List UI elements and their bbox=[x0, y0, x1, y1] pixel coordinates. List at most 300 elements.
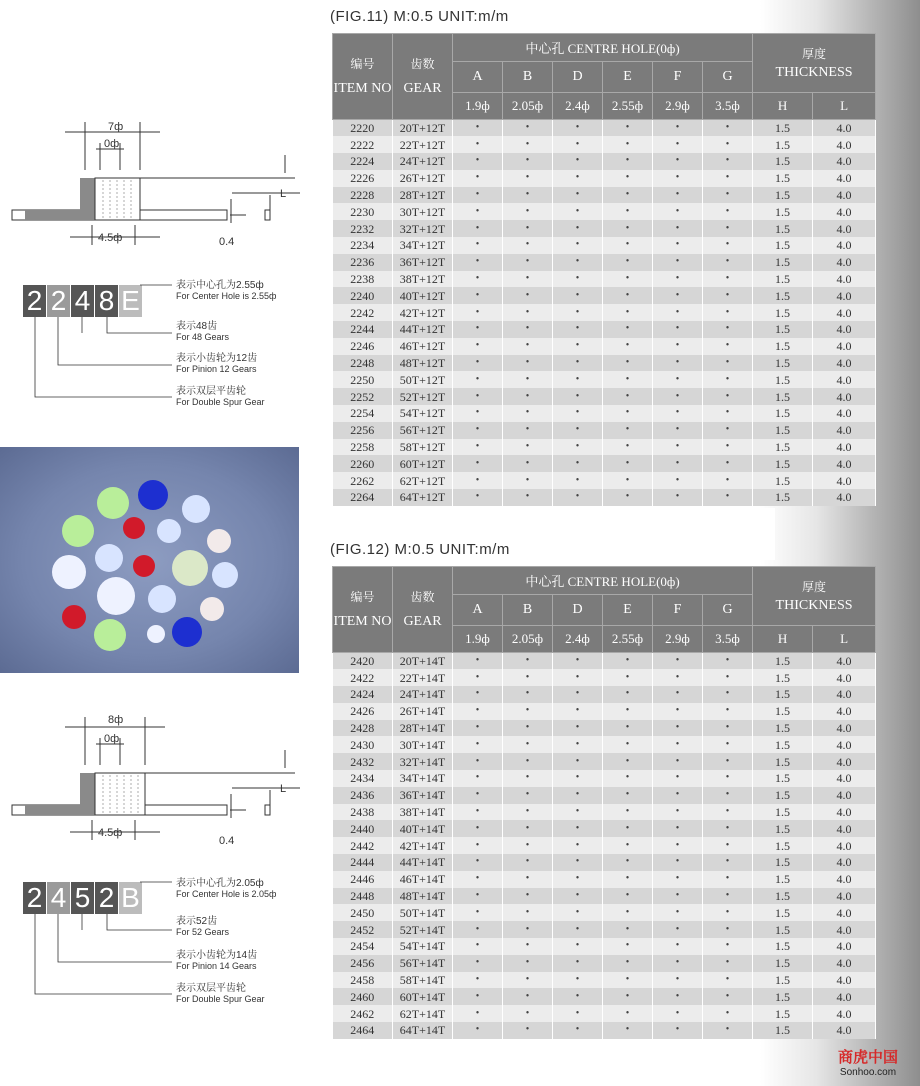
h-cell: 1.5 bbox=[753, 455, 813, 472]
col-e-header: E bbox=[603, 595, 653, 626]
table-row bbox=[333, 988, 876, 1005]
table-row bbox=[333, 355, 876, 372]
hole-b-cell: • bbox=[503, 787, 553, 804]
h-cell: 1.5 bbox=[753, 287, 813, 304]
hole-a-cell: • bbox=[453, 837, 503, 854]
hole-d-cell: • bbox=[553, 804, 603, 821]
hole-a-cell: • bbox=[453, 686, 503, 703]
hole-b-cell: • bbox=[503, 287, 553, 304]
hole-a-cell: • bbox=[453, 371, 503, 388]
hole-d-cell: • bbox=[553, 120, 603, 137]
hole-g-cell: • bbox=[703, 304, 753, 321]
hole-a-cell: • bbox=[453, 220, 503, 237]
size-g-header: 3.5ф bbox=[703, 93, 753, 120]
hole-f-cell: • bbox=[653, 871, 703, 888]
table-row bbox=[333, 489, 876, 506]
hole-d-cell: • bbox=[553, 871, 603, 888]
l-cell: 4.0 bbox=[813, 489, 876, 506]
item-no-cell: 2426 bbox=[333, 703, 393, 720]
item-no-cell: 2430 bbox=[333, 736, 393, 753]
hole-a-cell: • bbox=[453, 405, 503, 422]
item-no-cell: 2252 bbox=[333, 388, 393, 405]
size-a-header: 1.9ф bbox=[453, 93, 503, 120]
hole-e-cell: • bbox=[603, 170, 653, 187]
h-cell: 1.5 bbox=[753, 472, 813, 489]
item-no-cell: 2432 bbox=[333, 753, 393, 770]
hole-g-cell: • bbox=[703, 955, 753, 972]
hole-g-cell: • bbox=[703, 472, 753, 489]
inner-diameter-label: 0ф bbox=[104, 138, 120, 150]
gear-cell: 46T+12T bbox=[393, 338, 453, 355]
gear-cell: 56T+14T bbox=[393, 955, 453, 972]
table-row bbox=[333, 371, 876, 388]
hole-a-cell: • bbox=[453, 237, 503, 254]
watermark-cn: 商虎中国 bbox=[837, 1048, 898, 1066]
length-label: L bbox=[280, 783, 287, 795]
item-no-cell: 2434 bbox=[333, 770, 393, 787]
hole-f-cell: • bbox=[653, 770, 703, 787]
hole-f-cell: • bbox=[653, 422, 703, 439]
hole-b-cell: • bbox=[503, 904, 553, 921]
table-row bbox=[333, 304, 876, 321]
hole-a-cell: • bbox=[453, 787, 503, 804]
annotation-gear-count: 表示48齿 For 48 Gears bbox=[176, 321, 230, 342]
table-row bbox=[333, 770, 876, 787]
hole-e-cell: • bbox=[603, 338, 653, 355]
h-cell: 1.5 bbox=[753, 972, 813, 989]
hole-e-cell: • bbox=[603, 854, 653, 871]
hole-a-cell: • bbox=[453, 653, 503, 670]
h-cell: 1.5 bbox=[753, 720, 813, 737]
h-cell: 1.5 bbox=[753, 304, 813, 321]
h-cell: 1.5 bbox=[753, 736, 813, 753]
hole-e-cell: • bbox=[603, 888, 653, 905]
l-cell: 4.0 bbox=[813, 355, 876, 372]
hole-f-cell: • bbox=[653, 472, 703, 489]
hole-f-cell: • bbox=[653, 703, 703, 720]
hole-f-cell: • bbox=[653, 203, 703, 220]
hole-a-cell: • bbox=[453, 1005, 503, 1022]
h-header: H bbox=[753, 93, 813, 120]
item-no-cell: 2264 bbox=[333, 489, 393, 506]
hole-d-cell: • bbox=[553, 955, 603, 972]
table-row bbox=[333, 220, 876, 237]
hole-g-cell: • bbox=[703, 921, 753, 938]
table-row bbox=[333, 703, 876, 720]
gear-cell: 32T+12T bbox=[393, 220, 453, 237]
fig11-title: (FIG.11) M:0.5 UNIT:m/m bbox=[330, 8, 509, 25]
l-cell: 4.0 bbox=[813, 736, 876, 753]
hole-f-cell: • bbox=[653, 321, 703, 338]
gear-cell: 44T+14T bbox=[393, 854, 453, 871]
hole-g-cell: • bbox=[703, 837, 753, 854]
hole-d-cell: • bbox=[553, 653, 603, 670]
hole-f-cell: • bbox=[653, 170, 703, 187]
hole-g-cell: • bbox=[703, 422, 753, 439]
outer-diameter-label: 8ф bbox=[108, 714, 124, 726]
gear-cell: 36T+12T bbox=[393, 254, 453, 271]
hole-a-cell: • bbox=[453, 770, 503, 787]
gear-cell: 50T+14T bbox=[393, 904, 453, 921]
hole-b-cell: • bbox=[503, 338, 553, 355]
l-cell: 4.0 bbox=[813, 371, 876, 388]
annotation-gear-count: 表示52齿 For 52 Gears bbox=[176, 916, 230, 937]
h-cell: 1.5 bbox=[753, 955, 813, 972]
l-cell: 4.0 bbox=[813, 820, 876, 837]
h-cell: 1.5 bbox=[753, 770, 813, 787]
l-cell: 4.0 bbox=[813, 653, 876, 670]
h-cell: 1.5 bbox=[753, 1022, 813, 1039]
hole-e-cell: • bbox=[603, 237, 653, 254]
annotation-center-hole: 表示中心孔为2.55ф For Center Hole is 2.55ф bbox=[176, 280, 277, 301]
hole-a-cell: • bbox=[453, 703, 503, 720]
hole-f-cell: • bbox=[653, 904, 703, 921]
l-cell: 4.0 bbox=[813, 338, 876, 355]
hole-b-cell: • bbox=[503, 153, 553, 170]
h-cell: 1.5 bbox=[753, 904, 813, 921]
size-e-header: 2.55ф bbox=[603, 626, 653, 653]
l-cell: 4.0 bbox=[813, 153, 876, 170]
hole-d-cell: • bbox=[553, 854, 603, 871]
hole-a-cell: • bbox=[453, 203, 503, 220]
gear-cell: 20T+14T bbox=[393, 653, 453, 670]
hole-a-cell: • bbox=[453, 388, 503, 405]
annotation-double-spur: 表示双层平齿轮 For Double Spur Gear bbox=[176, 983, 265, 1004]
hole-d-cell: • bbox=[553, 439, 603, 456]
item-no-cell: 2244 bbox=[333, 321, 393, 338]
size-a-header: 1.9ф bbox=[453, 626, 503, 653]
item-no-cell: 2420 bbox=[333, 653, 393, 670]
hole-d-cell: • bbox=[553, 237, 603, 254]
hole-b-cell: • bbox=[503, 371, 553, 388]
annotation-center-hole: 表示中心孔为2.05ф For Center Hole is 2.05ф bbox=[176, 878, 277, 899]
hole-g-cell: • bbox=[703, 669, 753, 686]
table-row bbox=[333, 653, 876, 670]
hole-a-cell: • bbox=[453, 972, 503, 989]
hole-e-cell: • bbox=[603, 439, 653, 456]
item-no-cell: 2428 bbox=[333, 720, 393, 737]
hole-d-cell: • bbox=[553, 455, 603, 472]
hole-f-cell: • bbox=[653, 120, 703, 137]
item-no-cell: 2262 bbox=[333, 472, 393, 489]
item-no-cell: 2238 bbox=[333, 271, 393, 288]
l-cell: 4.0 bbox=[813, 321, 876, 338]
hole-b-cell: • bbox=[503, 820, 553, 837]
gear-image bbox=[52, 555, 86, 589]
hole-b-cell: • bbox=[503, 254, 553, 271]
gear-cell: 60T+14T bbox=[393, 988, 453, 1005]
table-row bbox=[333, 455, 876, 472]
hole-f-cell: • bbox=[653, 136, 703, 153]
gear-cell: 58T+14T bbox=[393, 972, 453, 989]
hole-f-cell: • bbox=[653, 736, 703, 753]
hole-d-cell: • bbox=[553, 287, 603, 304]
size-f-header: 2.9ф bbox=[653, 626, 703, 653]
hole-e-cell: • bbox=[603, 405, 653, 422]
hole-e-cell: • bbox=[603, 770, 653, 787]
h-cell: 1.5 bbox=[753, 237, 813, 254]
hole-g-cell: • bbox=[703, 439, 753, 456]
hole-d-cell: • bbox=[553, 187, 603, 204]
table-row bbox=[333, 938, 876, 955]
l-cell: 4.0 bbox=[813, 455, 876, 472]
col-a-header: A bbox=[453, 62, 503, 93]
hole-b-cell: • bbox=[503, 837, 553, 854]
item-no-cell: 2448 bbox=[333, 888, 393, 905]
gear-cell: 56T+12T bbox=[393, 422, 453, 439]
hole-d-cell: • bbox=[553, 371, 603, 388]
thin-wall-label: 0.4 bbox=[219, 236, 235, 248]
hole-g-cell: • bbox=[703, 653, 753, 670]
hole-g-cell: • bbox=[703, 153, 753, 170]
hole-g-cell: • bbox=[703, 854, 753, 871]
table-row bbox=[333, 120, 876, 137]
hole-g-cell: • bbox=[703, 820, 753, 837]
bore-diameter-label: 4.5ф bbox=[98, 232, 123, 244]
hole-e-cell: • bbox=[603, 921, 653, 938]
hole-a-cell: • bbox=[453, 338, 503, 355]
hole-g-cell: • bbox=[703, 753, 753, 770]
hole-d-cell: • bbox=[553, 686, 603, 703]
l-cell: 4.0 bbox=[813, 720, 876, 737]
centre-hole-header: 中心孔 CENTRE HOLE(0ф) bbox=[453, 567, 753, 595]
hole-b-cell: • bbox=[503, 120, 553, 137]
thin-wall-label: 0.4 bbox=[219, 835, 235, 847]
hole-d-cell: • bbox=[553, 787, 603, 804]
h-cell: 1.5 bbox=[753, 703, 813, 720]
table-row bbox=[333, 736, 876, 753]
h-cell: 1.5 bbox=[753, 938, 813, 955]
hole-e-cell: • bbox=[603, 304, 653, 321]
l-cell: 4.0 bbox=[813, 439, 876, 456]
hole-f-cell: • bbox=[653, 720, 703, 737]
hole-f-cell: • bbox=[653, 405, 703, 422]
hole-e-cell: • bbox=[603, 220, 653, 237]
hole-e-cell: • bbox=[603, 871, 653, 888]
gear-cell: 50T+12T bbox=[393, 371, 453, 388]
gear-cell: 42T+14T bbox=[393, 837, 453, 854]
h-cell: 1.5 bbox=[753, 1005, 813, 1022]
l-cell: 4.0 bbox=[813, 837, 876, 854]
hole-a-cell: • bbox=[453, 955, 503, 972]
hole-e-cell: • bbox=[603, 388, 653, 405]
hole-b-cell: • bbox=[503, 871, 553, 888]
hole-a-cell: • bbox=[453, 489, 503, 506]
annotation-pinion: 表示小齿轮为14齿 For Pinion 14 Gears bbox=[176, 950, 258, 971]
table-row bbox=[333, 1022, 876, 1039]
col-f-header: F bbox=[653, 595, 703, 626]
l-cell: 4.0 bbox=[813, 804, 876, 821]
gear-cell: 32T+14T bbox=[393, 753, 453, 770]
l-cell: 4.0 bbox=[813, 888, 876, 905]
hole-g-cell: • bbox=[703, 187, 753, 204]
item-no-cell: 2254 bbox=[333, 405, 393, 422]
table-row bbox=[333, 871, 876, 888]
item-no-cell: 2250 bbox=[333, 371, 393, 388]
item-no-cell: 2232 bbox=[333, 220, 393, 237]
hole-b-cell: • bbox=[503, 955, 553, 972]
hole-d-cell: • bbox=[553, 904, 603, 921]
h-cell: 1.5 bbox=[753, 203, 813, 220]
item-no-cell: 2442 bbox=[333, 837, 393, 854]
hole-a-cell: • bbox=[453, 455, 503, 472]
hole-e-cell: • bbox=[603, 669, 653, 686]
h-cell: 1.5 bbox=[753, 669, 813, 686]
l-cell: 4.0 bbox=[813, 220, 876, 237]
table-row bbox=[333, 405, 876, 422]
h-cell: 1.5 bbox=[753, 371, 813, 388]
gear-cell: 54T+12T bbox=[393, 405, 453, 422]
gear-image bbox=[97, 487, 129, 519]
hole-b-cell: • bbox=[503, 170, 553, 187]
h-cell: 1.5 bbox=[753, 388, 813, 405]
hole-a-cell: • bbox=[453, 170, 503, 187]
hole-f-cell: • bbox=[653, 355, 703, 372]
hole-e-cell: • bbox=[603, 455, 653, 472]
h-cell: 1.5 bbox=[753, 804, 813, 821]
hole-f-cell: • bbox=[653, 669, 703, 686]
h-cell: 1.5 bbox=[753, 136, 813, 153]
fig12-table bbox=[332, 566, 876, 1039]
item-no-cell: 2248 bbox=[333, 355, 393, 372]
l-cell: 4.0 bbox=[813, 703, 876, 720]
hole-f-cell: • bbox=[653, 489, 703, 506]
hole-e-cell: • bbox=[603, 321, 653, 338]
hole-f-cell: • bbox=[653, 304, 703, 321]
hole-a-cell: • bbox=[453, 136, 503, 153]
hole-g-cell: • bbox=[703, 136, 753, 153]
gear-image bbox=[95, 544, 123, 572]
h-cell: 1.5 bbox=[753, 254, 813, 271]
table-row bbox=[333, 904, 876, 921]
gear-image bbox=[172, 550, 208, 586]
hole-d-cell: • bbox=[553, 988, 603, 1005]
hole-b-cell: • bbox=[503, 854, 553, 871]
hole-b-cell: • bbox=[503, 203, 553, 220]
h-cell: 1.5 bbox=[753, 686, 813, 703]
hole-f-cell: • bbox=[653, 153, 703, 170]
item-no-cell: 2464 bbox=[333, 1022, 393, 1039]
hole-b-cell: • bbox=[503, 720, 553, 737]
hole-e-cell: • bbox=[603, 938, 653, 955]
hole-d-cell: • bbox=[553, 770, 603, 787]
l-cell: 4.0 bbox=[813, 472, 876, 489]
gear-cell: 60T+12T bbox=[393, 455, 453, 472]
gear-image bbox=[94, 619, 126, 651]
hole-f-cell: • bbox=[653, 187, 703, 204]
h-cell: 1.5 bbox=[753, 120, 813, 137]
l-cell: 4.0 bbox=[813, 955, 876, 972]
inner-diameter-label: 0ф bbox=[104, 733, 120, 745]
gear-cell: 38T+12T bbox=[393, 271, 453, 288]
hole-d-cell: • bbox=[553, 669, 603, 686]
hole-g-cell: • bbox=[703, 1005, 753, 1022]
hole-a-cell: • bbox=[453, 888, 503, 905]
item-no-cell: 2456 bbox=[333, 955, 393, 972]
hole-e-cell: • bbox=[603, 653, 653, 670]
hole-f-cell: • bbox=[653, 854, 703, 871]
hole-g-cell: • bbox=[703, 321, 753, 338]
hole-g-cell: • bbox=[703, 203, 753, 220]
hole-a-cell: • bbox=[453, 904, 503, 921]
hole-b-cell: • bbox=[503, 405, 553, 422]
gears-photo bbox=[0, 447, 299, 673]
hole-e-cell: • bbox=[603, 120, 653, 137]
hole-g-cell: • bbox=[703, 371, 753, 388]
hole-b-cell: • bbox=[503, 237, 553, 254]
table-row bbox=[333, 1005, 876, 1022]
hole-g-cell: • bbox=[703, 686, 753, 703]
hole-e-cell: • bbox=[603, 287, 653, 304]
item-no-cell: 2460 bbox=[333, 988, 393, 1005]
item-no-header: 编号 ITEM NO bbox=[333, 567, 393, 653]
hole-a-cell: • bbox=[453, 988, 503, 1005]
hole-f-cell: • bbox=[653, 653, 703, 670]
table-row bbox=[333, 804, 876, 821]
hole-e-cell: • bbox=[603, 720, 653, 737]
hole-f-cell: • bbox=[653, 837, 703, 854]
code-digit: 8 bbox=[95, 285, 118, 317]
hole-d-cell: • bbox=[553, 921, 603, 938]
gear-cell: 52T+14T bbox=[393, 921, 453, 938]
h-cell: 1.5 bbox=[753, 753, 813, 770]
hole-b-cell: • bbox=[503, 686, 553, 703]
item-no-cell: 2220 bbox=[333, 120, 393, 137]
h-cell: 1.5 bbox=[753, 439, 813, 456]
hole-f-cell: • bbox=[653, 1022, 703, 1039]
gear-cell: 30T+14T bbox=[393, 736, 453, 753]
table-row bbox=[333, 388, 876, 405]
gear-cell: 40T+12T bbox=[393, 287, 453, 304]
hole-d-cell: • bbox=[553, 388, 603, 405]
hole-e-cell: • bbox=[603, 955, 653, 972]
hole-g-cell: • bbox=[703, 904, 753, 921]
hole-b-cell: • bbox=[503, 220, 553, 237]
table-row bbox=[333, 136, 876, 153]
item-no-cell: 2258 bbox=[333, 439, 393, 456]
hole-b-cell: • bbox=[503, 321, 553, 338]
hole-f-cell: • bbox=[653, 271, 703, 288]
h-cell: 1.5 bbox=[753, 787, 813, 804]
hole-d-cell: • bbox=[553, 1022, 603, 1039]
hole-e-cell: • bbox=[603, 736, 653, 753]
table-row bbox=[333, 170, 876, 187]
hole-g-cell: • bbox=[703, 405, 753, 422]
item-no-cell: 2422 bbox=[333, 669, 393, 686]
h-cell: 1.5 bbox=[753, 153, 813, 170]
cross-section-drawing bbox=[0, 105, 310, 250]
hole-d-cell: • bbox=[553, 338, 603, 355]
hole-e-cell: • bbox=[603, 703, 653, 720]
l-cell: 4.0 bbox=[813, 1005, 876, 1022]
hole-g-cell: • bbox=[703, 736, 753, 753]
hole-b-cell: • bbox=[503, 804, 553, 821]
hole-d-cell: • bbox=[553, 736, 603, 753]
gear-cell: 22T+14T bbox=[393, 669, 453, 686]
hole-g-cell: • bbox=[703, 988, 753, 1005]
gear-image bbox=[62, 515, 94, 547]
hole-f-cell: • bbox=[653, 1005, 703, 1022]
length-label: L bbox=[280, 188, 287, 200]
h-cell: 1.5 bbox=[753, 170, 813, 187]
hole-e-cell: • bbox=[603, 472, 653, 489]
table-row bbox=[333, 669, 876, 686]
hole-a-cell: • bbox=[453, 820, 503, 837]
item-no-cell: 2236 bbox=[333, 254, 393, 271]
hole-f-cell: • bbox=[653, 988, 703, 1005]
l-cell: 4.0 bbox=[813, 904, 876, 921]
hole-d-cell: • bbox=[553, 422, 603, 439]
